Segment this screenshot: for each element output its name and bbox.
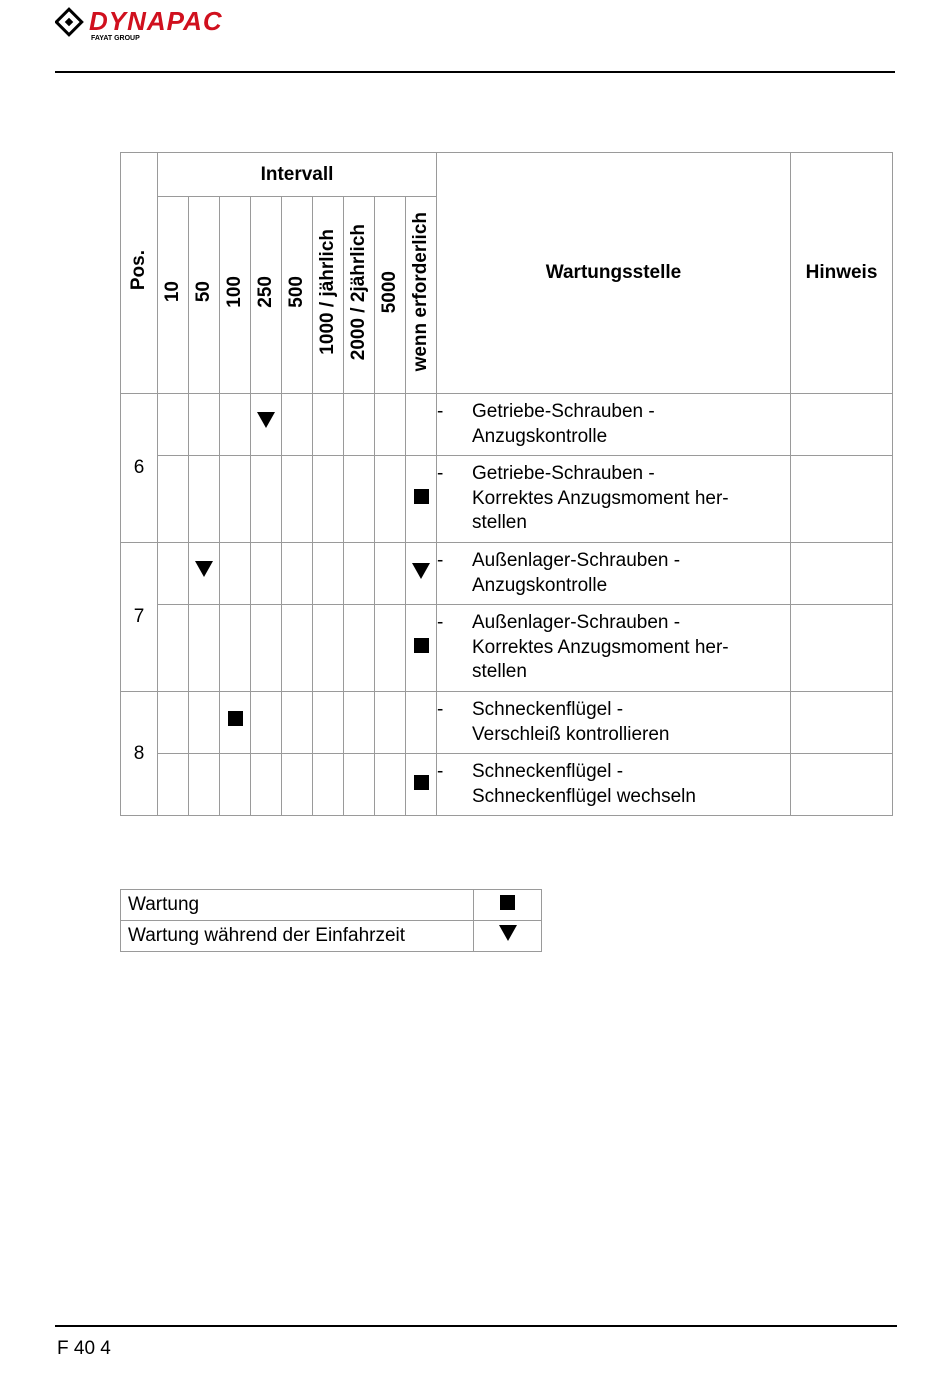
interval-cell xyxy=(251,605,282,692)
page-code: F 40 4 xyxy=(57,1338,111,1359)
interval-column-header xyxy=(313,197,344,394)
task-dash: - xyxy=(437,761,444,782)
legend-symbol xyxy=(474,921,542,952)
position-number: 7 xyxy=(121,543,158,692)
table-row xyxy=(121,543,893,605)
interval-label: 2000 / 2jährlich xyxy=(348,223,369,361)
interval-cell xyxy=(158,692,189,754)
interval-cell xyxy=(282,543,313,605)
square-marker-icon xyxy=(414,638,429,653)
pos-header-label: Pos. xyxy=(128,249,149,291)
task-text: stellen xyxy=(472,661,527,683)
interval-cell xyxy=(375,692,406,754)
interval-cell xyxy=(375,754,406,816)
legend-label: Wartung während der Einfahrzeit xyxy=(121,921,474,952)
interval-cell xyxy=(282,605,313,692)
interval-cell xyxy=(313,456,344,543)
interval-cell xyxy=(189,394,220,456)
task-text: Getriebe-Schrauben - xyxy=(472,401,655,422)
interval-label: 50 xyxy=(193,281,214,303)
table-row xyxy=(121,754,893,816)
interval-cell xyxy=(189,754,220,816)
table-row xyxy=(121,692,893,754)
interval-cell xyxy=(189,456,220,543)
task-text: Verschleiß kontrollieren xyxy=(472,723,670,745)
interval-cell xyxy=(313,394,344,456)
triangle-marker-icon xyxy=(257,412,275,428)
interval-cell xyxy=(282,754,313,816)
interval-cell xyxy=(189,605,220,692)
task-cell xyxy=(437,754,791,816)
interval-cell xyxy=(313,605,344,692)
interval-label: 100 xyxy=(224,276,245,308)
interval-label: 250 xyxy=(255,276,276,308)
task-text: Korrektes Anzugsmoment her- xyxy=(472,487,729,509)
triangle-marker-icon xyxy=(412,563,430,579)
task-text: Außenlager-Schrauben - xyxy=(472,550,681,571)
note-cell xyxy=(791,543,893,605)
task-header: Wartungsstelle xyxy=(437,153,791,394)
interval-label: 500 xyxy=(286,276,307,308)
interval-cell xyxy=(220,456,251,543)
interval-cell xyxy=(375,605,406,692)
interval-column-header xyxy=(344,197,375,394)
interval-cell xyxy=(344,754,375,816)
interval-label: 1000 / jährlich xyxy=(317,229,338,355)
interval-cell xyxy=(158,456,189,543)
interval-cell xyxy=(158,605,189,692)
interval-cell xyxy=(344,692,375,754)
interval-cell xyxy=(251,543,282,605)
task-cell xyxy=(437,394,791,456)
interval-cell xyxy=(282,394,313,456)
interval-column-header xyxy=(406,197,437,394)
maintenance-table xyxy=(120,152,893,816)
note-cell xyxy=(791,754,893,816)
interval-cell xyxy=(406,394,437,456)
interval-cell xyxy=(220,754,251,816)
table-row xyxy=(121,456,893,543)
interval-label: 10 xyxy=(162,281,183,303)
interval-column-header xyxy=(282,197,313,394)
task-cell xyxy=(437,543,791,605)
interval-cell xyxy=(189,543,220,605)
task-dash: - xyxy=(437,401,444,422)
square-marker-icon xyxy=(414,775,429,790)
legend-label: Wartung xyxy=(121,890,474,921)
task-text: stellen xyxy=(472,512,527,534)
interval-cell xyxy=(313,754,344,816)
interval-cell xyxy=(344,605,375,692)
interval-cell xyxy=(158,394,189,456)
task-dash: - xyxy=(437,612,444,634)
note-cell xyxy=(791,394,893,456)
interval-cell xyxy=(406,692,437,754)
pos-header xyxy=(121,153,158,394)
task-text: Außenlager-Schrauben - xyxy=(472,612,681,634)
interval-cell xyxy=(282,692,313,754)
square-marker-icon xyxy=(500,895,515,910)
note-header: Hinweis xyxy=(791,153,893,394)
interval-cell xyxy=(158,754,189,816)
task-text: Korrektes Anzugsmoment her- xyxy=(472,636,729,658)
interval-cell xyxy=(220,394,251,456)
legend-symbol xyxy=(474,890,542,921)
position-number: 6 xyxy=(121,394,158,543)
interval-column-header xyxy=(375,197,406,394)
note-cell xyxy=(791,605,893,692)
interval-header: Intervall xyxy=(158,153,437,197)
legend-row xyxy=(121,921,542,952)
triangle-marker-icon xyxy=(499,925,517,941)
interval-cell xyxy=(313,692,344,754)
interval-column-header xyxy=(189,197,220,394)
interval-column-header xyxy=(158,197,189,394)
interval-cell xyxy=(406,543,437,605)
legend-row xyxy=(121,890,542,921)
interval-cell xyxy=(158,543,189,605)
interval-cell xyxy=(251,754,282,816)
task-text: Schneckenflügel - xyxy=(472,761,624,782)
task-text: Anzugskontrolle xyxy=(472,574,608,596)
interval-cell xyxy=(375,543,406,605)
legend-table xyxy=(120,889,542,952)
interval-cell xyxy=(251,692,282,754)
interval-label: 5000 xyxy=(379,270,400,314)
square-marker-icon xyxy=(228,711,243,726)
dynapac-logo xyxy=(55,5,305,45)
interval-cell xyxy=(406,605,437,692)
interval-cell xyxy=(375,394,406,456)
interval-cell xyxy=(282,456,313,543)
header-rule xyxy=(55,71,895,73)
interval-cell xyxy=(251,394,282,456)
note-cell xyxy=(791,692,893,754)
footer-rule xyxy=(55,1325,897,1327)
task-cell xyxy=(437,456,791,543)
note-cell xyxy=(791,456,893,543)
table-row xyxy=(121,394,893,456)
interval-cell xyxy=(344,394,375,456)
task-text: Schneckenflügel - xyxy=(472,699,624,720)
task-text: Getriebe-Schrauben - xyxy=(472,463,655,485)
task-cell xyxy=(437,692,791,754)
interval-cell xyxy=(220,543,251,605)
triangle-marker-icon xyxy=(195,561,213,577)
interval-cell xyxy=(313,543,344,605)
interval-column-header xyxy=(220,197,251,394)
svg-text:DYNAPAC: DYNAPAC xyxy=(89,6,223,36)
task-cell xyxy=(437,605,791,692)
task-text: Anzugskontrolle xyxy=(472,425,608,447)
square-marker-icon xyxy=(414,489,429,504)
interval-cell xyxy=(344,543,375,605)
interval-cell xyxy=(406,754,437,816)
task-dash: - xyxy=(437,463,444,485)
task-dash: - xyxy=(437,550,444,571)
task-dash: - xyxy=(437,699,444,720)
interval-column-header xyxy=(251,197,282,394)
interval-cell xyxy=(375,456,406,543)
svg-text:FAYAT GROUP: FAYAT GROUP xyxy=(91,35,140,42)
interval-cell xyxy=(189,692,220,754)
interval-cell xyxy=(220,605,251,692)
interval-cell xyxy=(251,456,282,543)
position-number: 8 xyxy=(121,692,158,816)
table-row xyxy=(121,605,893,692)
interval-cell xyxy=(220,692,251,754)
interval-cell xyxy=(344,456,375,543)
interval-cell xyxy=(406,456,437,543)
task-text: Schneckenflügel wechseln xyxy=(472,785,696,807)
interval-label: wenn erforderlich xyxy=(410,212,431,372)
